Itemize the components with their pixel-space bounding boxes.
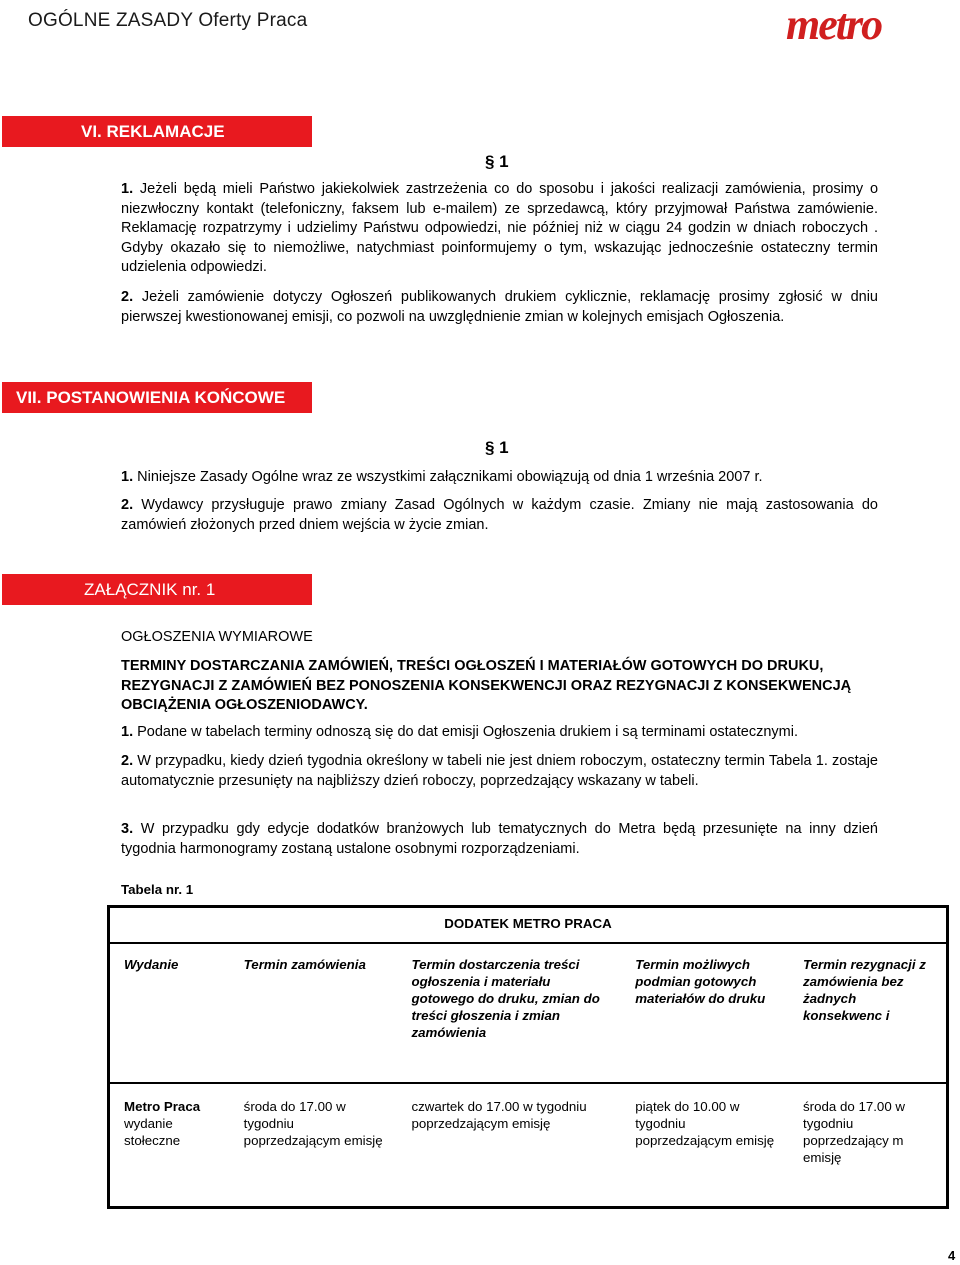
attachment-paragraph-2 <box>121 752 878 791</box>
edition-detail: wydanie stołeczne <box>124 1116 181 1148</box>
section-heading-reklamacje: VI. REKLAMACJE <box>2 116 312 147</box>
postanowienia-paragraph-1 <box>121 468 878 488</box>
table-cell: środa do 17.00 w tygodniu poprzedzającym emisję <box>243 1099 383 1148</box>
attachment-paragraph-1 <box>121 723 878 743</box>
header-cell: Termin zamówienia <box>230 943 398 1083</box>
table-title: DODATEK METRO PRACA <box>109 907 948 944</box>
item-text: Niniejsze Zasady Ogólne wraz ze wszystkimi załącznikami obowiązują od dnia 1 września 2007 r. <box>137 469 763 485</box>
header-cell: Termin możliwych podmian gotowych materiałów do druku <box>621 943 789 1083</box>
item-number: 3. <box>121 821 134 837</box>
item-number: 2. <box>121 497 134 513</box>
paragraph-symbol: § 1 <box>485 438 509 457</box>
attachment-bold-title: TERMINY DOSTARCZANIA ZAMÓWIEŃ, TREŚCI OGŁOSZEŃ I MATERIAŁÓW GOTOWYCH DO DRUKU, REZYGNACJI Z ZAMÓWIEŃ BEZ PONOSZENIA KONSEKWENCJI ORAZ REZYGNACJI Z KONSEKWENCJĄ OBCIĄŻENIA OGŁOSZENIODAWCY. <box>121 658 852 713</box>
item-text: Jeżeli będą mieli Państwo jakiekolwiek zastrzeżenia co do sposobu i jakości realizacji zamówienia, prosimy o niezwłoczny kontakt (telefoniczny, faksem lub e-mailem) ze sprzedawcą, który przyjmował Państwa zamówienie. Reklamację rozpatrzymy i udzielimy Państwu odpowiedzi, nie później niż w ciągu 24 godzin w dniach roboczych . Gdyby okazało się to niemożliwe, natychmiast poinformujemy o tym, wskazując jednocześnie ostateczny termin udzielenia odpowiedzi. <box>121 181 879 275</box>
deadline-table <box>107 905 949 1209</box>
document-header-title: OGÓLNE ZASADY Oferty Praca <box>28 10 308 31</box>
table-cell-edition <box>109 1083 230 1208</box>
table-cell: środa do 17.00 w tygodniu poprzedzający m emisję <box>803 1099 906 1165</box>
section-heading-zalacznik: ZAŁĄCZNIK nr. 1 <box>2 574 312 605</box>
attachment-paragraph-3 <box>121 820 878 859</box>
item-text: Podane w tabelach terminy odnoszą się do dat emisji Ogłoszenia drukiem i są terminami ostatecznymi. <box>137 724 798 740</box>
item-number: 2. <box>121 289 134 305</box>
item-number: 1. <box>121 181 134 197</box>
reklamacje-paragraph-1 <box>121 180 878 278</box>
table-cell: czwartek do 17.00 w tygodniu poprzedzającym emisję <box>411 1099 587 1131</box>
metro-logo: metro <box>786 0 882 49</box>
paragraph-symbol: § 1 <box>485 152 509 171</box>
edition-name: Metro Praca <box>124 1099 201 1114</box>
header-cell: Termin dostarczenia treści ogłoszenia i materiału gotowego do druku, zmian do treści głoszenia i zmian zamówienia <box>397 943 621 1083</box>
item-number: 2. <box>121 753 134 769</box>
reklamacje-paragraph-2 <box>121 288 878 327</box>
header-cell: Wydanie <box>109 943 230 1083</box>
item-text: W przypadku, kiedy dzień tygodnia określony w tabeli nie jest dniem roboczym, ostateczny termin Tabela 1. zostaje automatycznie przesunięty na najbliższy dzień roboczy, poprzedzający wskazany w tabeli. <box>121 753 878 789</box>
table-cell: piątek do 10.00 w tygodniu poprzedzającym emisję <box>635 1099 775 1148</box>
attachment-subtitle: OGŁOSZENIA WYMIAROWE <box>121 629 313 645</box>
page-number: 4 <box>948 1248 956 1263</box>
item-text: Jeżeli zamówienie dotyczy Ogłoszeń publikowanych drukiem cyklicznie, reklamację prosimy zgłosić w dniu pierwszej kwestionowanej emisji, co pozwoli na uwzględnienie zmian w kolejnych emisjach Ogłoszenia. <box>121 289 878 325</box>
header-cell: Termin rezygnacji z zamówienia bez żadnych konsekwenc i <box>789 943 948 1083</box>
table-label: Tabela nr. 1 <box>121 882 194 897</box>
item-text: Wydawcy przysługuje prawo zmiany Zasad Ogólnych w każdym czasie. Zmiany nie mają zastosowania do zamówień złożonych przed dniem wejścia w życie zmian. <box>121 497 878 533</box>
item-text: W przypadku gdy edycje dodatków branżowych lub tematycznych do Metra będą przesunięte na inny dzień tygodnia harmonogramy zostaną ustalone osobnymi rozporządzeniami. <box>121 821 878 857</box>
item-number: 1. <box>121 469 134 485</box>
item-number: 1. <box>121 724 134 740</box>
postanowienia-paragraph-2 <box>121 496 878 535</box>
section-heading-postanowienia: VII. POSTANOWIENIA KOŃCOWE <box>2 382 312 413</box>
